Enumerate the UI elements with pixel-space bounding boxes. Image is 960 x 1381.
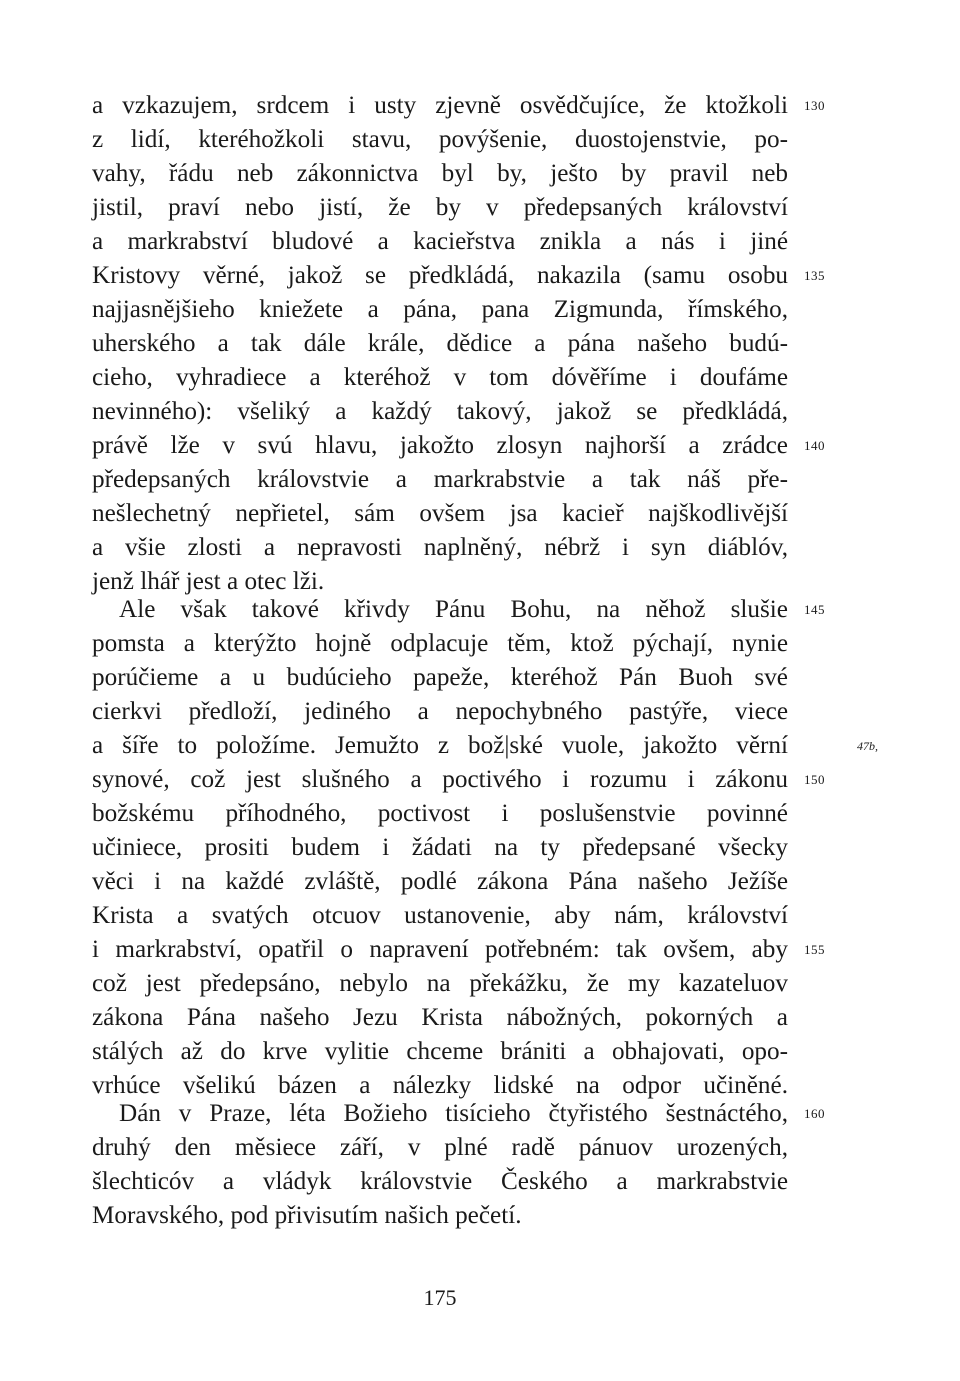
line-number: 145 <box>804 602 825 617</box>
text-line: Krista a svatých otcuov ustanovenie, aby nám, království <box>92 902 788 929</box>
text-line: a markrabství bludové a kacieřstva znikla a nás i jiné <box>92 228 788 255</box>
text-line: stálých až do krve vylitie chceme brániti a obhajovati, opo- <box>92 1038 788 1065</box>
text-line: porúčieme a u budúcieho papeže, kteréhož Pán Buoh své <box>92 664 788 691</box>
text-line: právě lže v svú hlavu, jakožto zlosyn najhorší a zrádce <box>92 432 788 459</box>
text-line: vrhúce všelikú bázen a nálezky lidské na odpor učiněné. <box>92 1072 788 1099</box>
line-number: 150 <box>804 772 825 787</box>
text-line: zákona Pána našeho Jezu Krista nábožných, pokorných a <box>92 1004 788 1031</box>
page-number: 175 <box>423 1285 457 1310</box>
text-line: Dán v Praze, léta Božieho tisícieho čtyřistého šestnáctého, <box>119 1100 788 1127</box>
line-number: 140 <box>804 438 825 453</box>
text-line: vahy, řádu neb zákonnictva byl by, ješto by pravil neb <box>92 160 788 187</box>
text-line: nešlechetný nepřietel, sám ovšem jsa kacieř najškodlivější <box>92 500 788 527</box>
text-line: synové, což jest slušného a poctivého i rozumu i zákonu <box>92 766 788 793</box>
text-line: věci i na každé zvláště, podlé zákona Pána našeho Ježíše <box>92 868 788 895</box>
text-line: i markrabství, opatřil o napravení potřebném: tak ovšem, aby <box>92 936 788 963</box>
text-line: předepsaných královstvie a markrabstvie a tak náš pře- <box>92 466 788 493</box>
text-line: a všie zlosti a nepravosti naplněný, nébrž i syn diáblóv, <box>92 534 788 561</box>
text-line: Moravského, pod přivisutím našich pečetí. <box>92 1202 522 1229</box>
margin-folio-note: 47b, <box>857 739 878 753</box>
line-number: 160 <box>804 1106 825 1121</box>
text-line: učiniece, prositi budem i žádati na ty předepsané všecky <box>92 834 788 861</box>
text-line: cierkvi předloží, jediného a nepochybného pastýře, viece <box>92 698 788 725</box>
text-line: uherského a tak dále krále, dědice a pána našeho budú- <box>92 330 788 357</box>
text-line: Kristovy věrné, jakož se předkládá, nakazila (samu osobu <box>92 262 788 289</box>
line-number: 135 <box>804 268 825 283</box>
text-line: pomsta a kterýžto hojně odplacuje těm, ktož pýchají, nynie <box>92 630 788 657</box>
text-line: jenž lhář jest a otec lži. <box>92 568 325 595</box>
text-line: šlechticóv a vládyk královstvie Českého a markrabstvie <box>92 1168 788 1195</box>
line-number: 130 <box>804 98 825 113</box>
text-line: cieho, vyhradiece a kteréhož v tom dóvěříme i doufáme <box>92 364 788 391</box>
text-line: božskému příhodného, poctivost i poslušenstvie povinné <box>92 800 788 827</box>
text-line: a vzkazujem, srdcem i usty zjevně osvědčujíce, že ktožkoli <box>92 92 788 119</box>
line-number: 155 <box>804 942 825 957</box>
text-line: jistil, praví nebo jistí, že by v předepsaných království <box>92 194 788 221</box>
text-line: najjasnějšieho kniežete a pána, pana Zigmunda, římského, <box>92 296 788 323</box>
text-line: což jest předepsáno, nebylo na překážku, že my kazateluov <box>92 970 788 997</box>
text-line: Ale však takové křivdy Pánu Bohu, na něhož slušie <box>119 596 788 623</box>
text-line: druhý den měsiece září, v plné radě pánuov urozených, <box>92 1134 788 1161</box>
text-line: nevinného): všeliký a každý takový, jakož se předkládá, <box>92 398 788 425</box>
text-line: z lidí, kteréhožkoli stavu, povýšenie, duostojenstvie, po- <box>92 126 788 153</box>
text-line: a šíře to položíme. Jemužto z bož|ské vuole, jakožto věrní <box>92 732 788 759</box>
